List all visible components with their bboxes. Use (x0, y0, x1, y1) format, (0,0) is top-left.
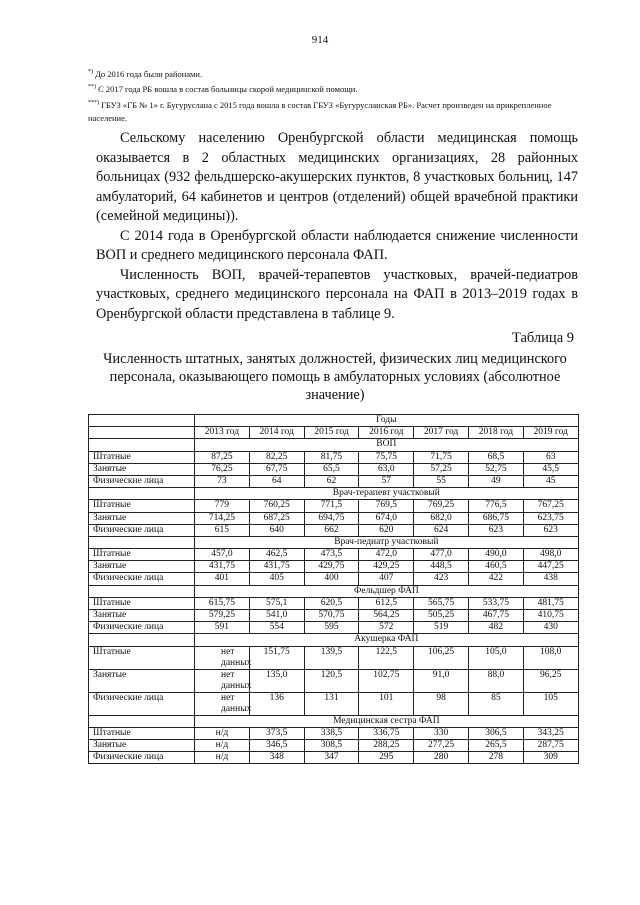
table-cell: 623 (523, 524, 578, 536)
table-cell: 760,25 (249, 500, 304, 512)
row-label: Штатные (89, 500, 195, 512)
staffing-table (88, 414, 579, 764)
year-header-cell: 2014 год (249, 427, 304, 439)
table-cell: 105,0 (468, 646, 523, 669)
table-cell: 75,75 (359, 451, 414, 463)
table-row (89, 752, 579, 764)
footnote (88, 97, 558, 126)
table-cell: 682,0 (414, 512, 469, 524)
row-label: Физические лица (89, 524, 195, 536)
table-cell: 623 (468, 524, 523, 536)
footnote (88, 81, 558, 96)
year-header-cell: 2019 год (523, 427, 578, 439)
row-label: Физические лица (89, 475, 195, 487)
row-label: Занятые (89, 512, 195, 524)
table-cell: 769,25 (414, 500, 469, 512)
table-cell: 295 (359, 752, 414, 764)
footnote-text: С 2017 года РБ вошла в состав больницы скорой медицинской помощи. (96, 84, 358, 95)
table-cell: 431,75 (195, 561, 250, 573)
table-cell: 63,0 (359, 463, 414, 475)
table-cell: 429,75 (304, 561, 359, 573)
table-corner-cell (89, 715, 195, 727)
paragraph: Сельскому населению Оренбургской области медицинская помощь оказывается в 2 областных медицинских организациях, 28 районных больницах (932 фельдшерско-акушерских пунктов, 8 участковых больниц, 147 амбулаторий, 64 кабинетов и центров (отделений) общей врачебной практики (семейной медицины)). (96, 130, 578, 224)
section-title: ВОП (195, 439, 579, 451)
table-cell: 347 (304, 752, 359, 764)
table-cell: 136 (249, 692, 304, 715)
table-cell: 373,5 (249, 727, 304, 739)
table-row (89, 692, 579, 715)
table-cell: 473,5 (304, 549, 359, 561)
table-cell: 429,25 (359, 561, 414, 573)
years-header: Годы (195, 415, 579, 427)
row-label: Занятые (89, 463, 195, 475)
table-cell: 338,5 (304, 727, 359, 739)
year-header-cell: 2013 год (195, 427, 250, 439)
section-row (89, 634, 579, 646)
table-cell: 309 (523, 752, 578, 764)
table-cell: 330 (414, 727, 469, 739)
table-cell: 448,5 (414, 561, 469, 573)
table-cell: 430 (523, 622, 578, 634)
table-cell: 541,0 (249, 610, 304, 622)
table-cell: 120,5 (304, 669, 359, 692)
table-cell: 139,5 (304, 646, 359, 669)
table-cell: 422 (468, 573, 523, 585)
table-row (89, 669, 579, 692)
table-corner-cell (89, 585, 195, 597)
table-cell: 96,25 (523, 669, 578, 692)
table-cell: 674,0 (359, 512, 414, 524)
table-cell: 769,5 (359, 500, 414, 512)
table-cell: 49 (468, 475, 523, 487)
table-cell: 570,75 (304, 610, 359, 622)
table-cell: 615,75 (195, 597, 250, 609)
table-caption: Численность штатных, занятых должностей, физических лиц медицинского персонала, оказывающего помощь в амбулаторных условиях (абсолютное значение) (103, 351, 567, 403)
table-cell: 615 (195, 524, 250, 536)
table-cell: 767,25 (523, 500, 578, 512)
table-cell: 73 (195, 475, 250, 487)
table-cell: 108,0 (523, 646, 578, 669)
table-cell: 410,75 (523, 610, 578, 622)
section-title: Врач-терапевт участковый (195, 488, 579, 500)
table-row (89, 622, 579, 634)
section-row (89, 488, 579, 500)
table-cell: 662 (304, 524, 359, 536)
table-cell: 63 (523, 451, 578, 463)
row-label: Штатные (89, 451, 195, 463)
table-cell: 640 (249, 524, 304, 536)
table-cell: 423 (414, 573, 469, 585)
row-label: Физические лица (89, 692, 195, 715)
table-cell: 65,5 (304, 463, 359, 475)
table-cell: 481,75 (523, 597, 578, 609)
table-cell: 572 (359, 622, 414, 634)
table-corner-cell (89, 415, 195, 427)
table-cell: 287,75 (523, 739, 578, 751)
section-title: Медицинская сестра ФАП (195, 715, 579, 727)
section-row (89, 439, 579, 451)
table-row (89, 512, 579, 524)
table-row (89, 463, 579, 475)
table-cell: 467,75 (468, 610, 523, 622)
table-cell: 62 (304, 475, 359, 487)
table-cell: 85 (468, 692, 523, 715)
table-cell: 438 (523, 573, 578, 585)
table-cell: 575,1 (249, 597, 304, 609)
table-cell: 68,5 (468, 451, 523, 463)
table-cell: 81,75 (304, 451, 359, 463)
row-label: Занятые (89, 561, 195, 573)
section-title: Акушерка ФАП (195, 634, 579, 646)
table-cell: 462,5 (249, 549, 304, 561)
table-row (89, 610, 579, 622)
table-cell: 348 (249, 752, 304, 764)
footnote-text: До 2016 года были районами. (93, 68, 203, 79)
table-cell: 687,25 (249, 512, 304, 524)
years-row (89, 427, 579, 439)
table-cell: 620,5 (304, 597, 359, 609)
table-cell: 624 (414, 524, 469, 536)
table-cell: 595 (304, 622, 359, 634)
year-header-cell: 2016 год (359, 427, 414, 439)
row-label: Занятые (89, 669, 195, 692)
table-cell: 519 (414, 622, 469, 634)
table-cell: 64 (249, 475, 304, 487)
table-row (89, 451, 579, 463)
row-label: Физические лица (89, 752, 195, 764)
table-cell: 401 (195, 573, 250, 585)
footnote-mark: *) (88, 69, 93, 75)
table-cell: 57,25 (414, 463, 469, 475)
table-cell: 579,25 (195, 610, 250, 622)
table-cell: 55 (414, 475, 469, 487)
table-cell: 82,25 (249, 451, 304, 463)
row-label: Физические лица (89, 573, 195, 585)
table-cell: 265,5 (468, 739, 523, 751)
table-row (89, 524, 579, 536)
table-cell: 288,25 (359, 739, 414, 751)
table-cell: н/д (195, 752, 250, 764)
table-cell: 308,5 (304, 739, 359, 751)
table-cell: 343,25 (523, 727, 578, 739)
table-cell: 591 (195, 622, 250, 634)
table-cell: нет данных (195, 646, 250, 669)
table-label: Таблица 9 (511, 330, 574, 346)
table-cell: 431,75 (249, 561, 304, 573)
table-row (89, 500, 579, 512)
table-cell: 694,75 (304, 512, 359, 524)
table-cell: 447,25 (523, 561, 578, 573)
table-row (89, 561, 579, 573)
footnote-mark: ***) (88, 99, 99, 106)
table-cell: нет данных (195, 669, 250, 692)
row-label: Занятые (89, 739, 195, 751)
table-cell: 278 (468, 752, 523, 764)
table-cell: 612,5 (359, 597, 414, 609)
table-cell: 776,5 (468, 500, 523, 512)
table-cell: нет данных (195, 692, 250, 715)
section-row (89, 715, 579, 727)
table-cell: 91,0 (414, 669, 469, 692)
table-corner-cell (89, 634, 195, 646)
table-cell: 565,75 (414, 597, 469, 609)
table-cell: 88,0 (468, 669, 523, 692)
table-cell: 482 (468, 622, 523, 634)
table-cell: 472,0 (359, 549, 414, 561)
row-label: Физические лица (89, 622, 195, 634)
table-cell: 45 (523, 475, 578, 487)
table-header-row (89, 415, 579, 427)
year-header-cell: 2017 год (414, 427, 469, 439)
table-corner-cell (89, 536, 195, 548)
table-cell: 45,5 (523, 463, 578, 475)
table-row (89, 727, 579, 739)
table-cell: 505,25 (414, 610, 469, 622)
table-cell: 71,75 (414, 451, 469, 463)
table-cell: 407 (359, 573, 414, 585)
paragraph: Численность ВОП, врачей-терапевтов участковых, врачей-педиатров участковых, среднего медицинского персонала на ФАП в 2013–2019 годах в Оренбургской области представлена в таблице 9. (96, 266, 578, 322)
table-cell: 771,5 (304, 500, 359, 512)
table-cell: 336,75 (359, 727, 414, 739)
table-cell: н/д (195, 727, 250, 739)
year-header-cell: 2015 год (304, 427, 359, 439)
table-cell: 102,75 (359, 669, 414, 692)
table-body (89, 415, 579, 764)
table-cell: 498,0 (523, 549, 578, 561)
table-row (89, 573, 579, 585)
footnotes (88, 66, 558, 125)
table-cell: 57 (359, 475, 414, 487)
table-cell: 779 (195, 500, 250, 512)
table-row (89, 739, 579, 751)
table-cell: 280 (414, 752, 469, 764)
table-cell: 135,0 (249, 669, 304, 692)
row-label: Штатные (89, 597, 195, 609)
table-cell: 533,75 (468, 597, 523, 609)
table-row (89, 475, 579, 487)
row-label: Штатные (89, 646, 195, 669)
table-cell: 151,75 (249, 646, 304, 669)
table-cell: 477,0 (414, 549, 469, 561)
table-row (89, 646, 579, 669)
table-cell: 106,25 (414, 646, 469, 669)
table-cell: 564,25 (359, 610, 414, 622)
paragraph: С 2014 года в Оренбургской области наблюдается снижение численности ВОП и среднего медицинского персонала ФАП. (96, 227, 578, 263)
table-cell: 122,5 (359, 646, 414, 669)
section-title: Фельдшер ФАП (195, 585, 579, 597)
table-cell: 620 (359, 524, 414, 536)
table-row (89, 597, 579, 609)
table-cell: 87,25 (195, 451, 250, 463)
section-row (89, 585, 579, 597)
row-label: Занятые (89, 610, 195, 622)
table-cell: 306,5 (468, 727, 523, 739)
table-corner-cell (89, 488, 195, 500)
table-cell: 67,75 (249, 463, 304, 475)
page-number: 914 (311, 34, 329, 46)
table-corner-cell (89, 439, 195, 451)
table-row (89, 549, 579, 561)
table-cell: 490,0 (468, 549, 523, 561)
footnote (88, 66, 558, 81)
table-cell: 457,0 (195, 549, 250, 561)
table-cell: 131 (304, 692, 359, 715)
table-cell: 686,75 (468, 512, 523, 524)
table-cell: 623,75 (523, 512, 578, 524)
table-cell: 76,25 (195, 463, 250, 475)
section-row (89, 536, 579, 548)
year-header-cell: 2018 год (468, 427, 523, 439)
table-cell: 460,5 (468, 561, 523, 573)
table-cell: 554 (249, 622, 304, 634)
table-cell: 277,25 (414, 739, 469, 751)
body-text (96, 129, 578, 324)
table-cell: н/д (195, 739, 250, 751)
footnote-mark: **) (88, 84, 96, 91)
table-cell: 714,25 (195, 512, 250, 524)
table-cell: 405 (249, 573, 304, 585)
row-label: Штатные (89, 549, 195, 561)
table-cell: 400 (304, 573, 359, 585)
table-cell: 98 (414, 692, 469, 715)
footnote-text: ГБУЗ «ГБ № 1» г. Бугуруслана с 2015 года вошла в состав ГБУЗ «Бугурусланская РБ». Расчет произведен на прикрепленное население. (88, 99, 552, 123)
table-cell: 101 (359, 692, 414, 715)
table-corner-cell (89, 427, 195, 439)
section-title: Врач-педиатр участковый (195, 536, 579, 548)
table-cell: 346,5 (249, 739, 304, 751)
table-cell: 105 (523, 692, 578, 715)
row-label: Штатные (89, 727, 195, 739)
table-cell: 52,75 (468, 463, 523, 475)
